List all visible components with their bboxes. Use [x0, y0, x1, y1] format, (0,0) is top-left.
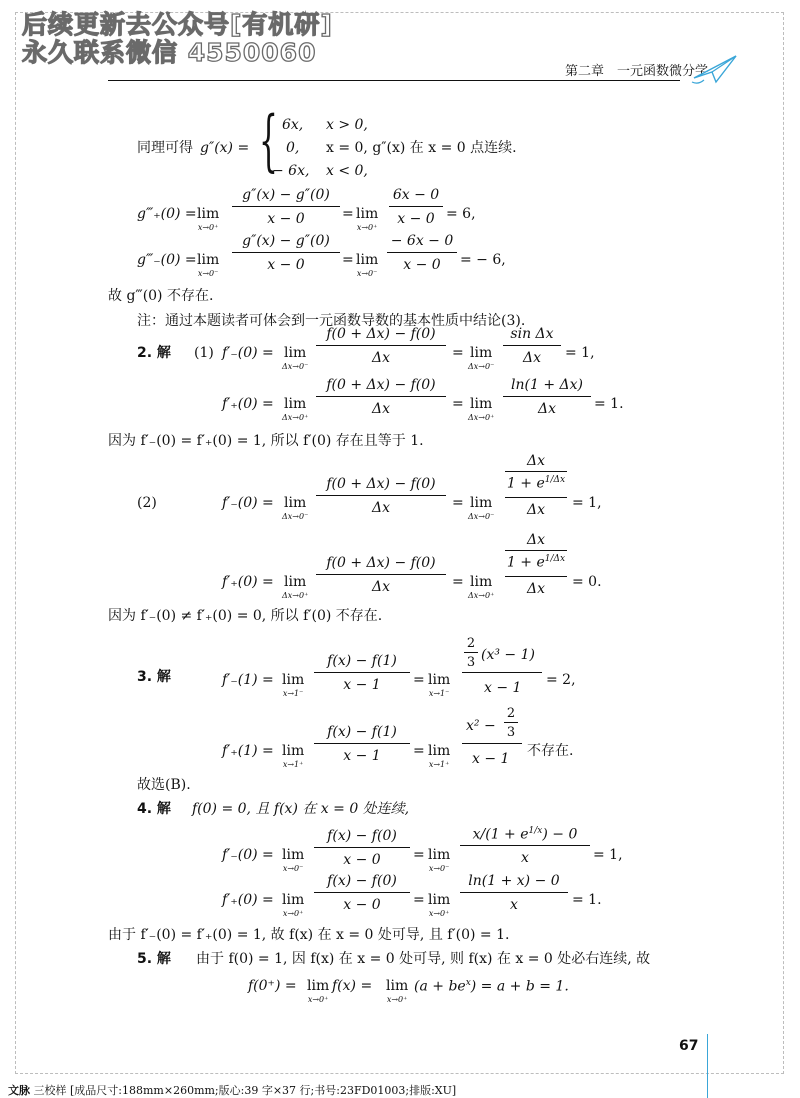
lim-word: lim [428, 743, 451, 759]
piecewise-brace: { [259, 102, 278, 179]
limit [356, 253, 378, 278]
result: = 1, [572, 495, 602, 511]
lim-sub: x→0⁺ [428, 909, 450, 918]
limit [428, 673, 450, 698]
case2-condition: x = 0, g″(x) 在 x = 0 点连续. [326, 140, 517, 156]
fraction [387, 234, 457, 272]
fraction-bar [462, 743, 522, 744]
p3-eq2-lhs: f′₊(1) = [222, 743, 274, 759]
numerator: ln(1 + Δx) [511, 377, 583, 393]
p1-eq1-lhs: f′₋(0) = [222, 345, 274, 361]
denominator: x − 0 [397, 211, 435, 227]
p1-eq2-lhs: f′₊(0) = [222, 396, 274, 412]
limit [468, 346, 494, 371]
lim-sub: x→1⁻ [282, 689, 304, 698]
numerator: f(x) − f(0) [327, 828, 397, 844]
lim-word: lim [428, 672, 451, 688]
equals: = [452, 396, 464, 412]
problem2-label: 2. 解 [137, 345, 171, 361]
equals: = [342, 206, 354, 222]
brand-label: 文脉 [8, 1084, 30, 1097]
case3-value: − 6x, [272, 163, 310, 179]
equals: = [413, 743, 425, 759]
fraction [232, 188, 340, 226]
limit [468, 397, 494, 422]
lim-sub: x→0⁺ [356, 223, 378, 232]
p2-eq1-lhs: f′₋(0) = [222, 495, 274, 511]
lim-word: lim [282, 672, 305, 688]
p2-conclusion: 因为 f′₋(0) ≠ f′₊(0) = 0, 所以 f′(0) 不存在. [108, 608, 383, 624]
limit [197, 207, 219, 232]
limit [282, 848, 304, 873]
chapter-title: 第二章 一元函数微分学 [565, 64, 709, 79]
watermark-line-2: 永久联系微信 4550060 [22, 38, 317, 67]
lim-word: lim [197, 206, 220, 222]
p3-eq2-denominator: x − 1 [472, 751, 510, 767]
inner-numerator: Δx [526, 453, 545, 469]
result: = 0. [572, 574, 602, 590]
numerator: f(0 + Δx) − f(0) [326, 555, 436, 571]
limit [282, 673, 304, 698]
fraction [314, 874, 410, 912]
lim-word: lim [356, 252, 379, 268]
lim-word: lim [470, 495, 493, 511]
lim-word: lim [282, 892, 305, 908]
equals: = [452, 574, 464, 590]
result: = 1. [594, 396, 624, 412]
fraction [314, 725, 410, 763]
limit [468, 496, 494, 521]
compound-fraction [505, 454, 567, 517]
numerator: f(x) − f(1) [327, 653, 397, 669]
case1-value: 6x, [282, 117, 304, 133]
denominator: Δx [371, 579, 390, 595]
lim-word: lim [356, 206, 379, 222]
lim-word: lim [284, 495, 307, 511]
lim-sub: Δx→0⁺ [468, 413, 495, 422]
margin-rule [707, 1034, 708, 1098]
limit [307, 979, 329, 1004]
fraction [460, 874, 568, 912]
problem4-intro: f(0) = 0, 且 f(x) 在 x = 0 处连续, [192, 801, 410, 817]
numerator: sin Δx [510, 326, 554, 342]
eq1-lhs: g‴₊(0) = [137, 206, 197, 222]
numerator: 2 [506, 706, 516, 721]
lim-word: lim [307, 978, 330, 994]
fraction [314, 654, 410, 692]
problem4-label: 4. 解 [137, 801, 171, 817]
lim-sub: x→0⁺ [197, 223, 219, 232]
compound-fraction [505, 533, 567, 596]
page-border [15, 12, 784, 1074]
page-number: 67 [679, 1038, 699, 1054]
exponent: 1/Δx [544, 554, 566, 564]
lim-word: lim [470, 345, 493, 361]
fraction [389, 188, 443, 226]
case-intro: 同理可得 [137, 140, 193, 156]
numerator: f(x) − f(0) [327, 873, 397, 889]
p5-eq-lhs: f(0⁺) = [248, 978, 297, 994]
denominator: x − 0 [267, 211, 305, 227]
limit [428, 848, 450, 873]
p3-eq1-numerator-tail: (x³ − 1) [481, 647, 535, 663]
header-rule [108, 80, 680, 81]
watermark-line-1: 后续更新去公众号[有机研] [22, 10, 333, 39]
p3-eq1-lhs: f′₋(1) = [222, 672, 274, 688]
numerator: $x/(1 + e^{1/x}) - 0$ [472, 826, 578, 843]
p5-eq-rhs: $(a + be^x) = a + b = 1$. [414, 978, 569, 995]
exponent: x [465, 978, 471, 988]
lim-sub: x→1⁺ [428, 760, 450, 769]
denominator: x [510, 897, 518, 913]
result: = 1, [565, 345, 595, 361]
fraction [316, 556, 446, 594]
two-thirds [464, 637, 478, 669]
case2-value: 0, [286, 140, 300, 156]
denominator: x − 0 [267, 257, 305, 273]
limit [197, 253, 219, 278]
p1-conclusion: 因为 f′₋(0) = f′₊(0) = 1, 所以 f′(0) 存在且等于 1. [108, 433, 424, 449]
denominator: x − 1 [343, 677, 381, 693]
denominator: x [521, 849, 529, 866]
lim-sub: x→1⁺ [282, 760, 304, 769]
lim-word: lim [428, 892, 451, 908]
lim-word: lim [470, 396, 493, 412]
numerator: g″(x) − g″(0) [242, 187, 330, 203]
result: = 6, [446, 206, 476, 222]
lim-sub: x→0⁻ [428, 864, 450, 873]
denominator: x − 1 [343, 748, 381, 764]
inner-numerator: Δx [526, 532, 545, 548]
lim-sub: x→0⁻ [197, 269, 219, 278]
numerator: 2 [466, 636, 476, 651]
outer-denominator: Δx [526, 501, 545, 518]
limit [282, 397, 308, 422]
lim-word: lim [284, 345, 307, 361]
lim-sub: x→0⁻ [282, 864, 304, 873]
case-lhs: g″(x) = [200, 140, 250, 156]
numerator: f(x) − f(1) [327, 724, 397, 740]
lim-sub: x→0⁺ [386, 995, 408, 1004]
denominator: Δx [371, 401, 390, 417]
fraction [460, 827, 590, 865]
lim-word: lim [428, 847, 451, 863]
limit [282, 496, 308, 521]
limit [282, 893, 304, 918]
equals: = [413, 847, 425, 863]
limit [282, 744, 304, 769]
equals: = [413, 892, 425, 908]
lim-word: lim [282, 743, 305, 759]
denominator: Δx [371, 500, 390, 516]
lim-word: lim [197, 252, 220, 268]
lim-sub: x→0⁺ [307, 995, 329, 1004]
limit [428, 893, 450, 918]
result: = − 6, [460, 252, 506, 268]
denominator: x − 0 [343, 897, 381, 913]
lim-sub: x→1⁻ [428, 689, 450, 698]
denominator: x − 0 [403, 257, 441, 273]
p3-eq1-denominator: x − 1 [484, 680, 522, 696]
fraction [316, 327, 446, 365]
lim-sub: Δx→0⁺ [282, 591, 309, 600]
p4-eq2-lhs: f′₊(0) = [222, 892, 274, 908]
lim-sub: x→0⁺ [282, 909, 304, 918]
lim-sub: Δx→0⁻ [468, 362, 495, 371]
p3-eq2-numerator-head: x² − [466, 718, 496, 734]
case3-condition: x < 0, [326, 163, 368, 179]
denominator: Δx [537, 401, 556, 417]
p5-eq-mid: f(x) = [332, 978, 373, 994]
lim-word: lim [284, 574, 307, 590]
result: = 2, [546, 672, 576, 688]
section1-conclusion: 故 g‴(0) 不存在. [108, 288, 214, 304]
problem5-label: 5. 解 [137, 951, 171, 967]
problem2-part2: (2) [137, 495, 157, 511]
denominator: 3 [506, 725, 516, 740]
eq2-lhs: g‴₋(0) = [137, 252, 197, 268]
denominator: x − 0 [343, 852, 381, 868]
limit [282, 575, 308, 600]
problem4-conclusion: 由于 f′₋(0) = f′₊(0) = 1, 故 f(x) 在 x = 0 处可导, 且 f′(0) = 1. [108, 927, 510, 943]
print-spec [8, 1082, 456, 1098]
equals: = [452, 495, 464, 511]
problem3-label: 3. 解 [137, 669, 171, 685]
outer-denominator: Δx [526, 580, 545, 597]
denominator: Δx [522, 350, 541, 366]
lim-sub: Δx→0⁺ [468, 591, 495, 600]
spec-text: 三校样 [成品尺寸:188mm×260mm;版心:39 字×37 行;书号:23FD01003;排版:XU] [33, 1084, 457, 1097]
section1-note: 注：通过本题读者可体会到一元函数导数的基本性质中结论(3). [137, 313, 526, 329]
exponent: 1/Δx [544, 475, 566, 485]
problem3-conclusion: 故选(B). [137, 777, 191, 793]
fraction [314, 829, 410, 867]
paper-plane-icon [690, 52, 740, 86]
numerator: g″(x) − g″(0) [242, 233, 330, 249]
equals: = [452, 345, 464, 361]
p4-eq1-lhs: f′₋(0) = [222, 847, 274, 863]
fraction [232, 234, 340, 272]
equals: = [413, 672, 425, 688]
fraction [503, 327, 561, 365]
lim-sub: Δx→0⁻ [468, 512, 495, 521]
numerator: f(0 + Δx) − f(0) [326, 476, 436, 492]
result: = 1, [593, 847, 623, 863]
limit [386, 979, 408, 1004]
limit [428, 744, 450, 769]
result: = 1. [572, 892, 602, 908]
lim-word: lim [284, 396, 307, 412]
lim-sub: Δx→0⁻ [282, 362, 309, 371]
fraction [316, 477, 446, 515]
equals: = [342, 252, 354, 268]
fraction-bar [462, 672, 542, 673]
denominator: 3 [466, 655, 476, 670]
lim-word: lim [386, 978, 409, 994]
problem2-part1: (1) [194, 345, 214, 361]
problem5-text: 由于 f(0) = 1, 因 f(x) 在 x = 0 处可导, 则 f(x) 在 x = 0 处必右连续, 故 [196, 951, 651, 967]
limit [282, 346, 308, 371]
numerator: f(0 + Δx) − f(0) [326, 377, 436, 393]
lim-sub: Δx→0⁻ [282, 512, 309, 521]
case1-condition: x > 0, [326, 117, 368, 133]
denominator: Δx [371, 350, 390, 366]
two-thirds [504, 707, 518, 739]
result: 不存在. [527, 743, 574, 759]
fraction [503, 378, 591, 416]
exponent: 1/x [528, 826, 543, 836]
numerator: 6x − 0 [392, 187, 440, 203]
lim-sub: Δx→0⁺ [282, 413, 309, 422]
lim-word: lim [470, 574, 493, 590]
numerator: f(0 + Δx) − f(0) [326, 326, 436, 342]
fraction [316, 378, 446, 416]
lim-sub: x→0⁻ [356, 269, 378, 278]
p2-eq2-lhs: f′₊(0) = [222, 574, 274, 590]
inner-denominator: $1 + e^{1/\Delta x}$ [506, 554, 566, 571]
limit [468, 575, 494, 600]
limit [356, 207, 378, 232]
lim-word: lim [282, 847, 305, 863]
numerator: ln(1 + x) − 0 [468, 873, 560, 889]
inner-denominator: $1 + e^{1/\Delta x}$ [506, 475, 566, 492]
numerator: − 6x − 0 [390, 233, 454, 249]
